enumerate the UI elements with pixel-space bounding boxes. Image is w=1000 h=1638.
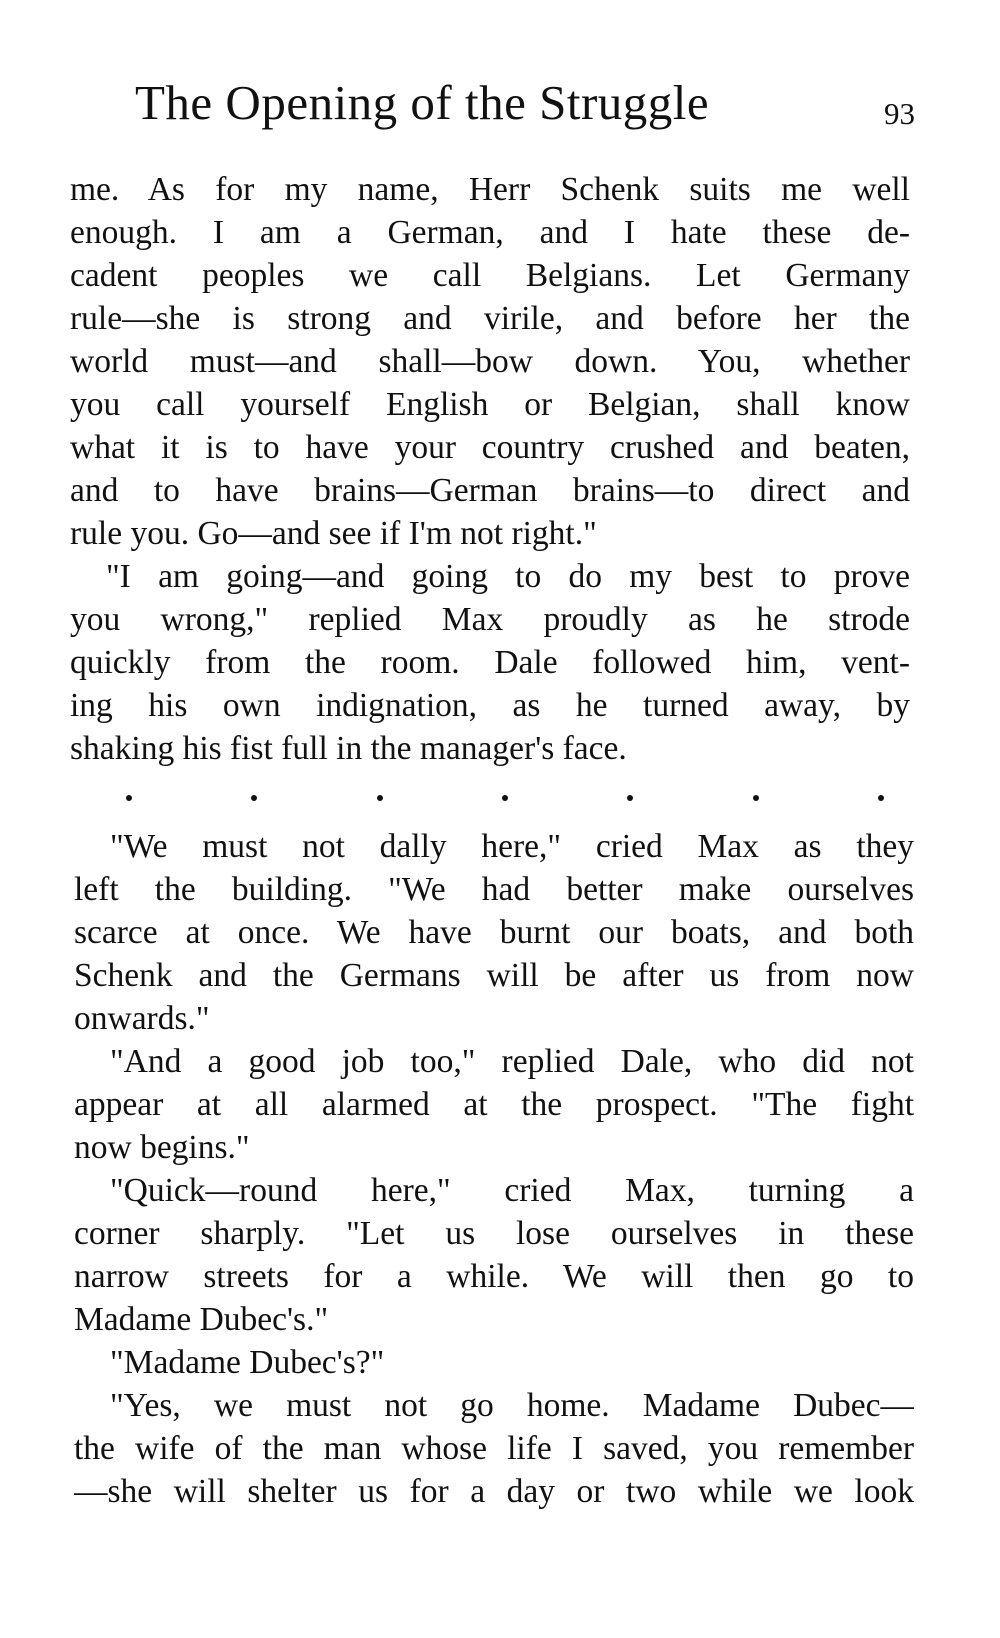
text-line: rule you. Go—and see if I'm not right." <box>70 515 597 552</box>
text-line: me. As for my name, Herr Schenk suits me well <box>70 171 910 208</box>
text-line: now begins." <box>74 1129 250 1166</box>
text-line: you wrong," replied Max proudly as he strode <box>70 601 910 638</box>
text-line: what it is to have your country crushed and beaten, <box>70 429 910 466</box>
text-line: onwards." <box>74 1000 210 1037</box>
text-line: quickly from the room. Dale followed him, vent- <box>70 644 910 681</box>
separator-dot <box>502 795 508 801</box>
text-line: ing his own indignation, as he turned away, by <box>70 687 910 724</box>
text-line: shaking his fist full in the manager's face. <box>70 730 627 767</box>
separator-dot <box>627 795 633 801</box>
separator-dot <box>878 795 884 801</box>
text-line: and to have brains—German brains—to direct and <box>70 472 910 509</box>
text-section-after-break <box>74 825 914 1513</box>
text-line: Madame Dubec's." <box>74 1301 329 1338</box>
text-line: appear at all alarmed at the prospect. "The fight <box>74 1086 914 1123</box>
separator-dot <box>377 795 383 801</box>
page-header <box>135 74 915 144</box>
text-line: world must—and shall—bow down. You, whether <box>70 343 910 380</box>
text-line: rule—she is strong and virile, and before her the <box>70 300 910 337</box>
text-line: "I am going—and going to do my best to prove <box>106 558 910 595</box>
text-line: "Quick—round here," cried Max, turning a <box>110 1172 914 1209</box>
text-line: "We must not dally here," cried Max as they <box>110 828 914 865</box>
text-line: scarce at once. We have burnt our boats, and both <box>74 914 914 951</box>
text-line: you call yourself English or Belgian, shall know <box>70 386 910 423</box>
text-line: "Yes, we must not go home. Madame Dubec— <box>110 1387 914 1424</box>
separator-dot <box>753 795 759 801</box>
text-line: "Madame Dubec's?" <box>110 1344 385 1381</box>
text-line: "And a good job too," replied Dale, who did not <box>110 1043 914 1080</box>
text-line: Schenk and the Germans will be after us from now <box>74 957 914 994</box>
text-section-before-break <box>70 168 910 770</box>
text-line: cadent peoples we call Belgians. Let Germany <box>70 257 910 294</box>
text-line: corner sharply. "Let us lose ourselves in these <box>74 1215 914 1252</box>
section-break-dots <box>126 795 884 805</box>
text-line: —she will shelter us for a day or two while we look <box>74 1473 914 1510</box>
page-number: 93 <box>884 96 915 131</box>
text-line: the wife of the man whose life I saved, you remember <box>74 1430 914 1467</box>
text-line: narrow streets for a while. We will then go to <box>74 1258 914 1295</box>
text-line: left the building. "We had better make ourselves <box>74 871 914 908</box>
separator-dot <box>251 795 257 801</box>
separator-dot <box>126 795 132 801</box>
running-head: The Opening of the Struggle <box>135 75 710 130</box>
text-line: enough. I am a German, and I hate these de- <box>70 214 910 251</box>
